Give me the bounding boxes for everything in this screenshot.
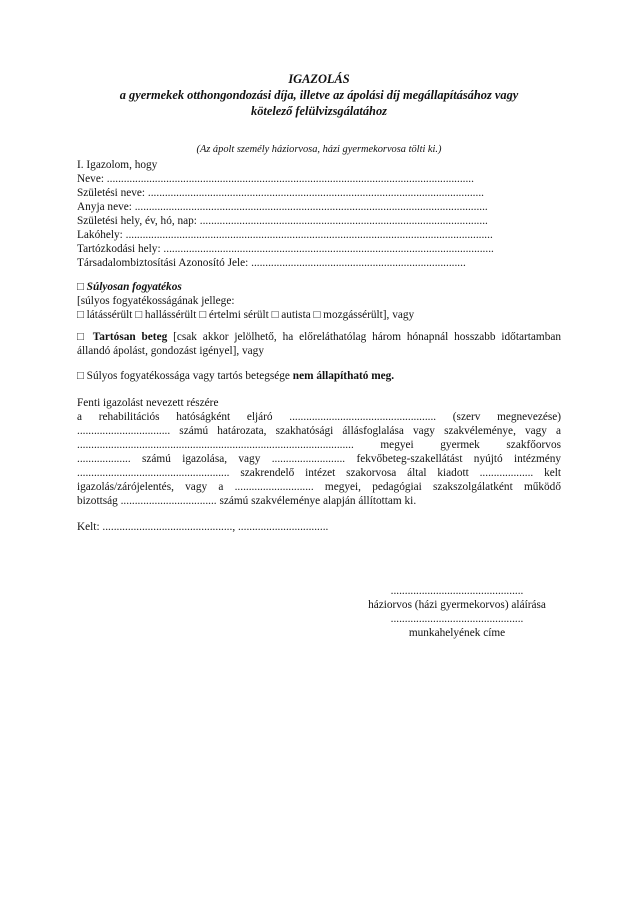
paragraph-line4	[77, 438, 561, 452]
word: szakszolgálatként	[433, 481, 513, 493]
word: szakfőorvos	[506, 439, 561, 451]
workplace-label: munkahelyének címe	[408, 627, 506, 639]
word: szakhatósági	[275, 425, 334, 437]
word: megnevezése)	[497, 411, 562, 423]
word: megyei	[380, 439, 414, 451]
word: által	[407, 467, 427, 479]
word: kelt	[544, 467, 562, 479]
option-none[interactable]	[77, 369, 394, 383]
option-none-bold: nem állapítható meg.	[292, 370, 395, 382]
word: működő	[523, 481, 561, 493]
document-subtitle-line1: a gyermekek otthongondozási díja, illetve az ápolási díj megállapításához vagy	[119, 88, 519, 102]
word: .................................	[77, 425, 171, 437]
word: a	[556, 425, 562, 437]
field-stay-address[interactable]: Tartózkodási hely: .....................................................................................................................	[77, 243, 494, 255]
word: vagy	[413, 425, 435, 437]
word: ....................................................	[289, 411, 437, 423]
word: (szerv	[452, 411, 481, 423]
word: vagy	[238, 453, 261, 465]
word: határozata,	[217, 425, 267, 437]
word: intézet	[305, 467, 336, 479]
option-chronic-text-line2: állandó ápolást, gondozást igényel], vagy	[77, 345, 264, 357]
option-severe-nature: [súlyos fogyatékosságának jellege:	[77, 295, 235, 307]
field-birth-place-date[interactable]: Születési hely, év, hó, nap: ......................................................................................................	[77, 215, 488, 227]
paragraph-line6	[77, 466, 561, 480]
field-mother-name[interactable]: Anyja neve: .............................................................................................................................	[77, 201, 488, 213]
option-none-text: Súlyos fogyatékossága vagy tartós betegsége	[86, 370, 290, 382]
paragraph-line5	[77, 452, 561, 466]
date-field[interactable]: Kelt: .............................................., ................................	[77, 521, 329, 533]
word: szakrendelő	[240, 467, 295, 479]
word: pedagógiai	[372, 481, 422, 493]
fill-instruction-note: (Az ápolt személy háziorvosa, házi gyermekorvosa tölti ki.)	[196, 144, 442, 155]
signature-dots[interactable]: ...............................................	[390, 585, 524, 597]
word: ..........................	[271, 453, 346, 465]
word: vagy	[524, 425, 547, 437]
word: állásfoglalása	[342, 425, 404, 437]
word: kiadott	[437, 467, 469, 479]
field-name[interactable]: Neve: ..................................................................................................................................	[77, 173, 474, 185]
word: eljáró	[246, 411, 273, 423]
paragraph-line3	[77, 424, 561, 438]
word: fekvőbeteg-szakellátást	[356, 453, 463, 465]
option-chronic-label: Tartósan beteg	[92, 331, 168, 343]
field-birth-name[interactable]: Születési neve: .......................................................................................................................	[77, 187, 484, 199]
word: rehabilitációs	[98, 411, 160, 423]
checkbox-icon[interactable]: □	[77, 370, 84, 382]
word: számú	[142, 453, 171, 465]
word: a	[218, 481, 224, 493]
checkbox-icon[interactable]: □	[77, 331, 87, 343]
checkbox-icon[interactable]: □	[77, 281, 84, 293]
signature-label: háziorvos (házi gyermekorvos) aláírása	[368, 599, 546, 611]
word: ..................................................................................................	[77, 439, 354, 451]
word: ...................	[77, 453, 131, 465]
option-chronic[interactable]	[77, 330, 561, 344]
option-severe[interactable]	[77, 280, 182, 294]
document-title: IGAZOLÁS	[288, 72, 350, 86]
word: igazolása,	[182, 453, 228, 465]
word: nyújtó	[473, 453, 503, 465]
option-chronic-text-line1: [csak akkor jelölhető, ha előreláthatólag három hónapnál hosszabb időtartamban	[173, 331, 562, 343]
word: ...................	[479, 467, 534, 479]
word: szakorvosa	[346, 467, 397, 479]
word: ......................................................	[77, 467, 230, 479]
word: a	[77, 411, 83, 423]
word: hatóságként	[176, 411, 231, 423]
word: gyermek	[440, 439, 480, 451]
option-severe-label: Súlyosan fogyatékos	[86, 281, 182, 293]
workplace-dots[interactable]: ...............................................	[390, 613, 524, 625]
paragraph-line8: bizottság .................................. számú szakvéleménye alapján állítottam ki.	[77, 495, 417, 507]
paragraph-line2	[77, 410, 561, 424]
paragraph-line1: Fenti igazolást nevezett részére	[77, 397, 219, 409]
word: számú	[179, 425, 209, 437]
document-subtitle-line2: kötelező felülvizsgálatához	[251, 104, 387, 118]
word: intézmény	[514, 453, 562, 465]
paragraph-line7	[77, 480, 561, 494]
word: megyei,	[324, 481, 361, 493]
option-severe-types[interactable]: □ látássérült □ hallássérült □ értelmi sérült □ autista □ mozgássérült], vagy	[77, 309, 415, 321]
word: szakvéleménye,	[444, 425, 516, 437]
field-taj-number[interactable]: Társadalombiztosítási Azonosító Jele: ............................................................................	[77, 257, 466, 269]
word: vagy	[185, 481, 208, 493]
word: igazolás/zárójelentés,	[77, 481, 174, 493]
field-residence[interactable]: Lakóhely: ..................................................................................................................................	[77, 229, 493, 241]
word: ............................	[234, 481, 314, 493]
section1-intro: I. Igazolom, hogy	[77, 159, 158, 171]
